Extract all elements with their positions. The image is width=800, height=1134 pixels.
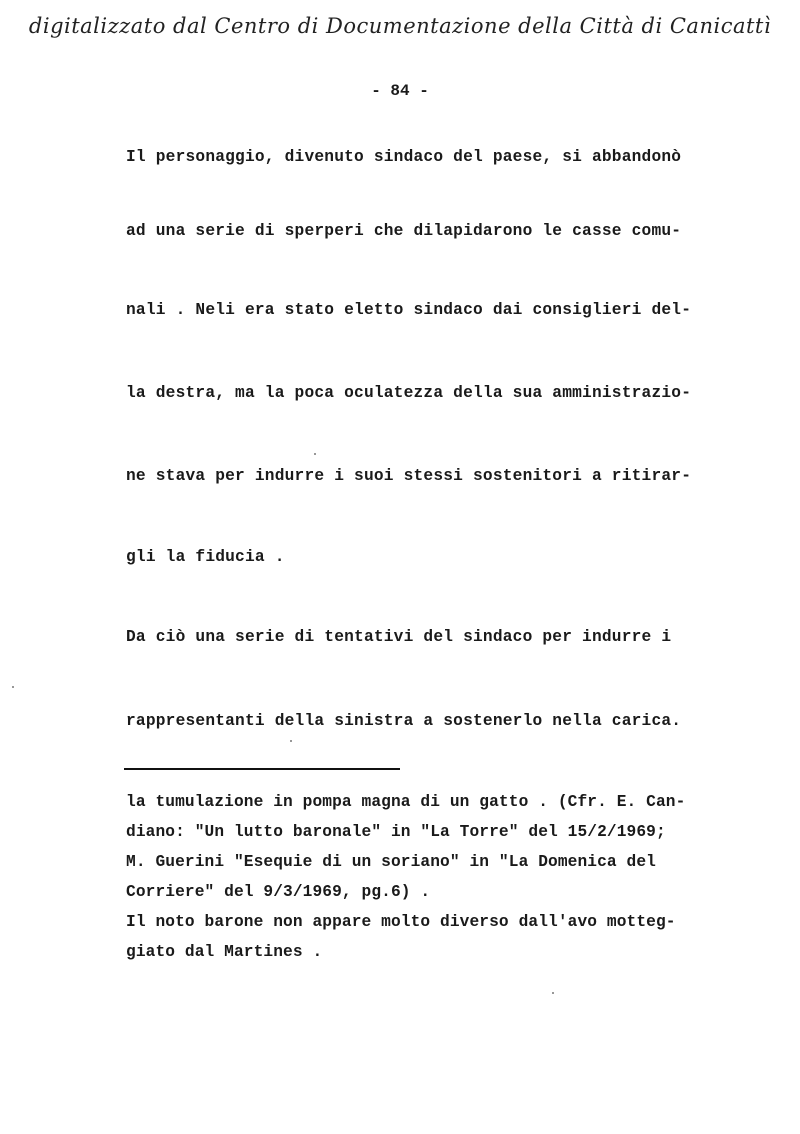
footnote-line: giato dal Martines . (126, 943, 323, 961)
page-number: - 84 - (371, 82, 429, 100)
footnote-line: Il noto barone non appare molto diverso dall'avo motteg- (126, 913, 676, 931)
body-line: nali . Neli era stato eletto sindaco dai consiglieri del- (126, 301, 692, 319)
body-line: gli la fiducia . (126, 548, 285, 566)
scan-speck (290, 740, 292, 742)
footnote-line: Corriere" del 9/3/1969, pg.6) . (126, 883, 431, 901)
footnote-line: diano: "Un lutto baronale" in "La Torre" del 15/2/1969; (126, 823, 666, 841)
footnote-line: la tumulazione in pompa magna di un gatto . (Cfr. E. Can- (126, 793, 686, 811)
footnote-line: M. Guerini "Esequie di un soriano" in "La Domenica del (126, 853, 656, 871)
body-line: ad una serie di sperperi che dilapidarono le casse comu- (126, 222, 682, 240)
scan-speck (12, 686, 14, 688)
scan-speck (314, 453, 316, 455)
body-line: Il personaggio, divenuto sindaco del paese, si abbandonò (126, 148, 682, 166)
digitization-watermark: digitalizzato dal Centro di Documentazione della Città di Canicattì (28, 14, 772, 38)
body-line: rappresentanti della sinistra a sostenerlo nella carica. (126, 712, 682, 730)
body-line: la destra, ma la poca oculatezza della sua amministrazio- (126, 384, 692, 402)
footnote-separator (124, 768, 400, 770)
scan-speck (552, 992, 554, 994)
body-line: Da ciò una serie di tentativi del sindaco per indurre i (126, 628, 672, 646)
body-line: ne stava per indurre i suoi stessi sostenitori a ritirar- (126, 467, 692, 485)
